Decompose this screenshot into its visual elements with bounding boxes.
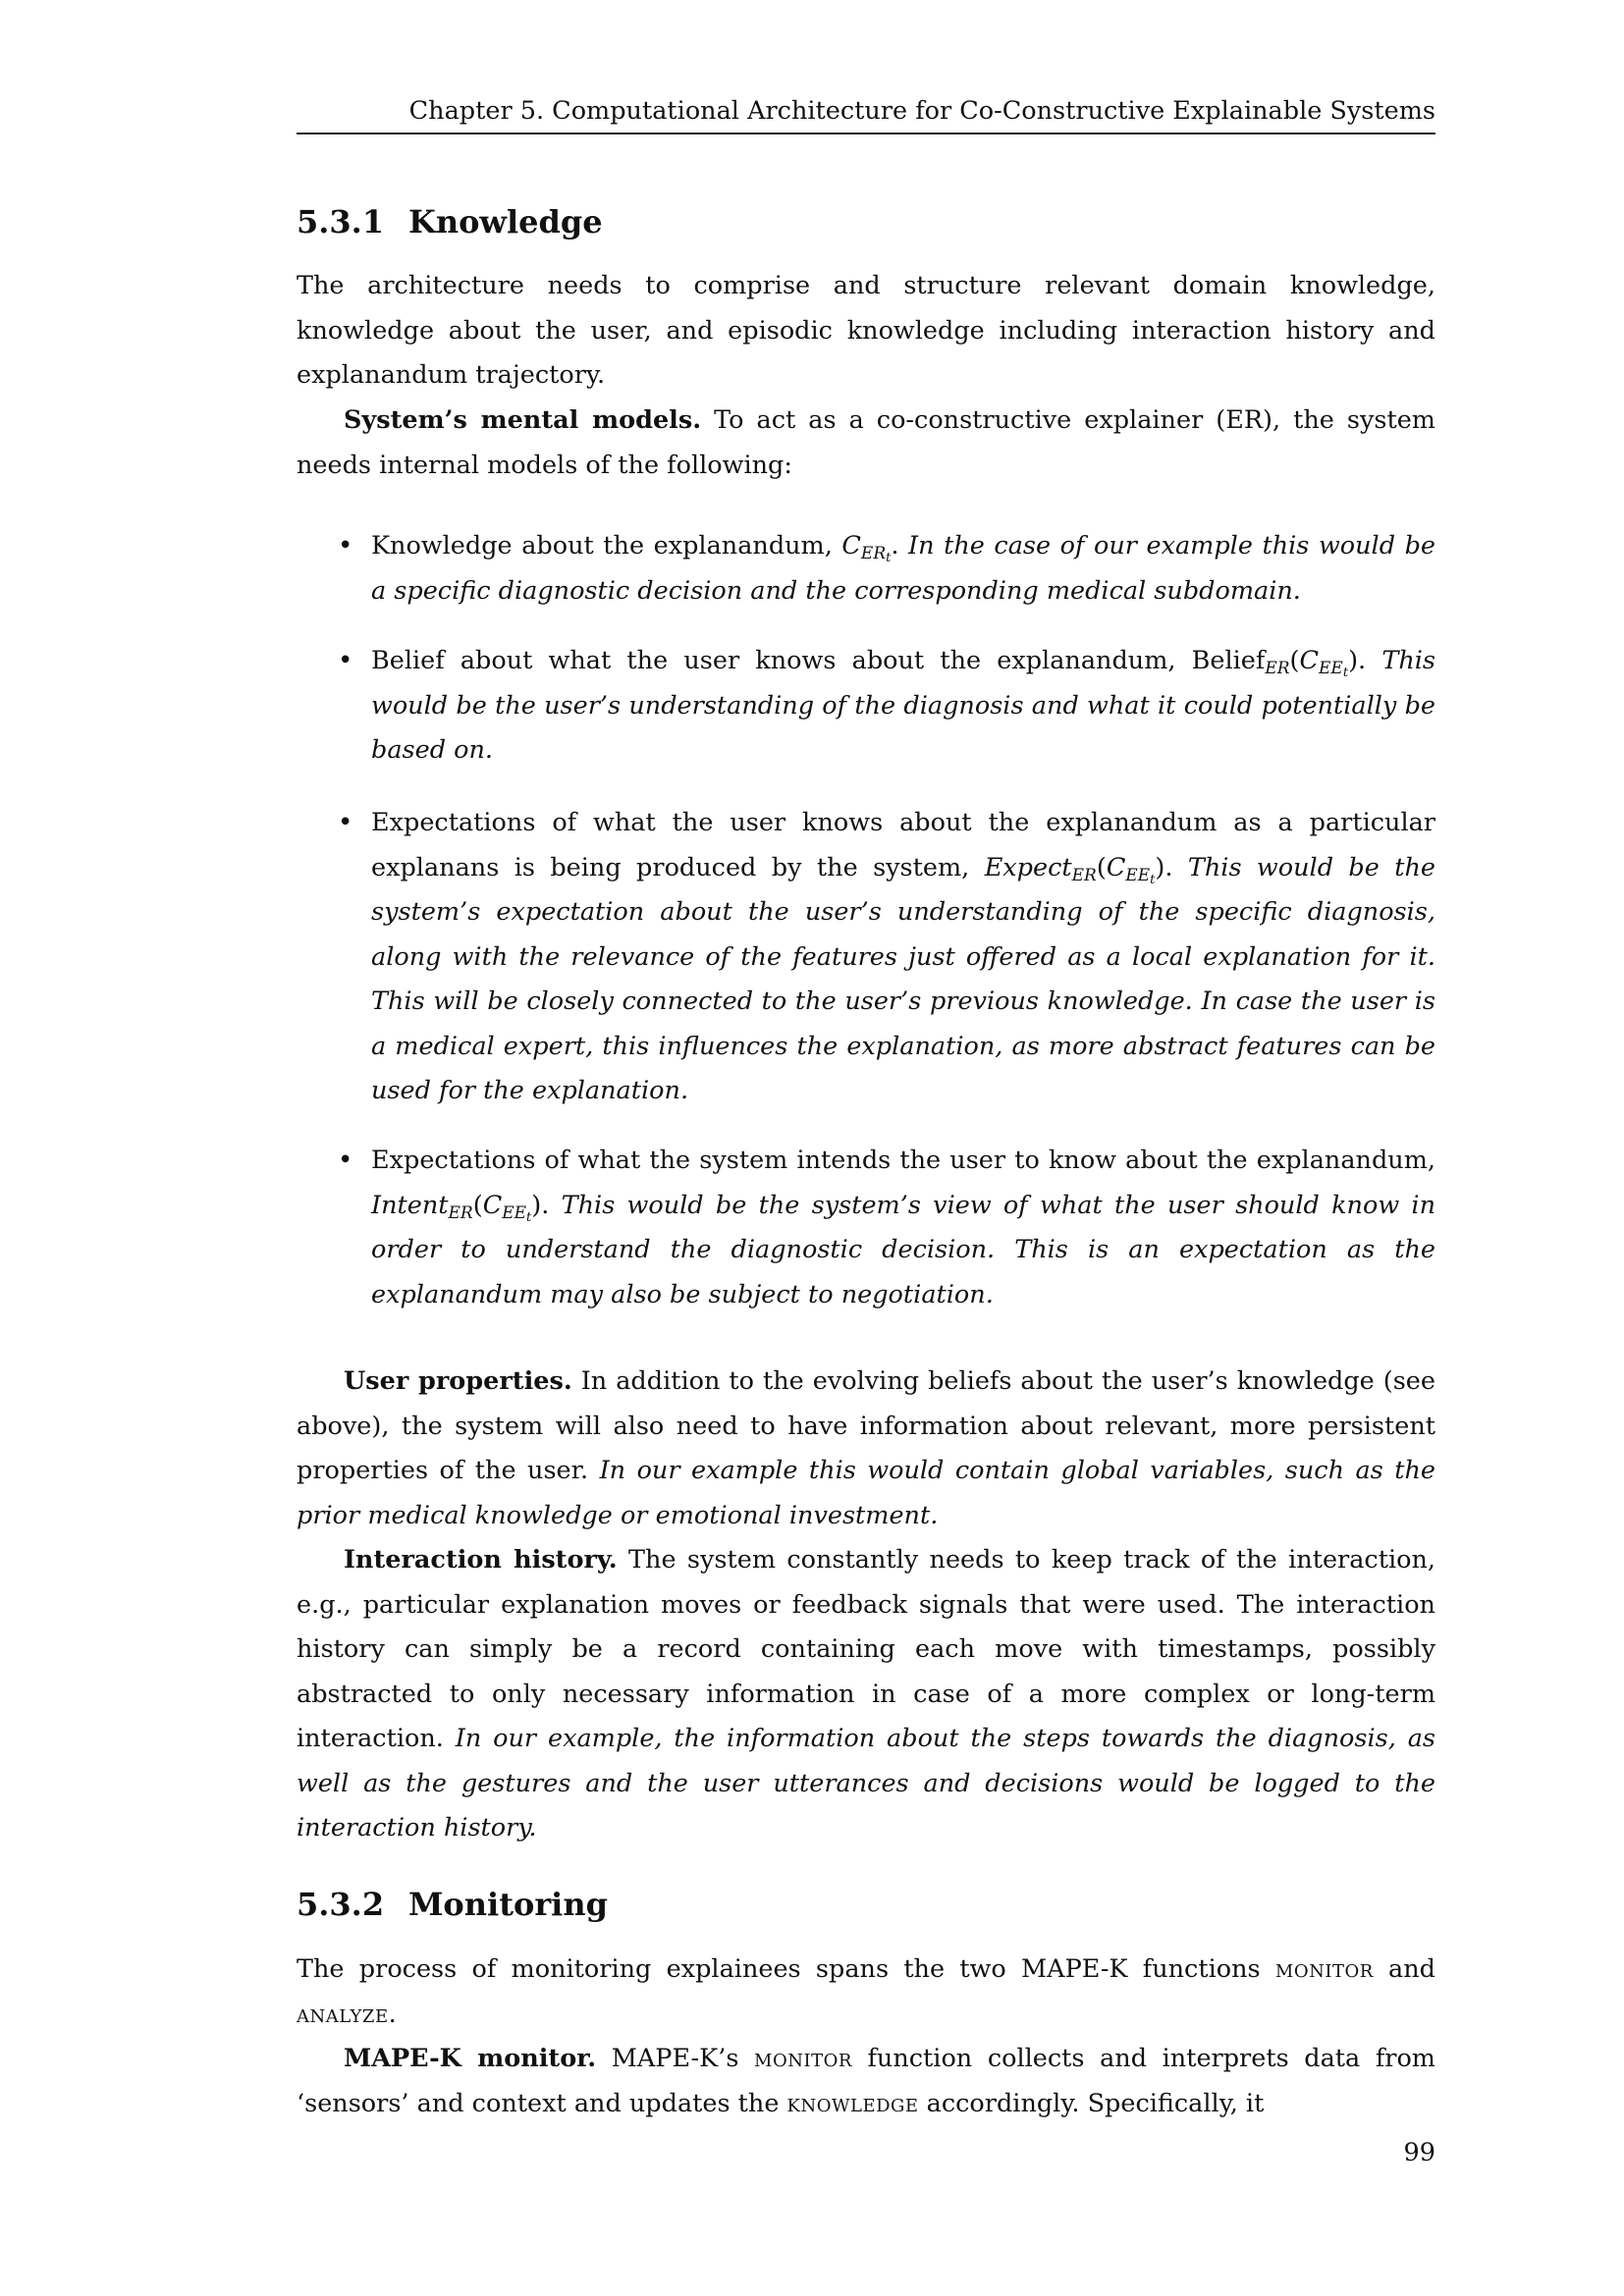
example-text: This would be the system’s expectation about the user’s understanding of the specific diagnosis, along with the relevance of the features just offered as a local explanation for it. This will be closely connected to the user’s previous knowledge. In case the user is a medical expert, this influences the explanation, as more abstract features can be used for the explanation. (371, 852, 1436, 1105)
monitoring-intro-paragraph: The process of monitoring explainees spans the two MAPE-K functions monitor and analyze. (297, 1954, 1435, 2029)
list-item-text: Knowledge about the explanandum, $C_{ER_t}$. In the case of our example this would be a specific diagnostic decision and the corresponding medical subdomain. (371, 531, 1435, 606)
example-text: This would be the user’s understanding of the diagnosis and what it could potentially be based on. (371, 646, 1435, 765)
mapek-monitor-label: MAPE-K monitor. (344, 2044, 597, 2073)
example-text: In our example, the information about the steps towards the diagnosis, as well as the gestures and the user utterances and decisions would be logged to the interaction history. (297, 1724, 1435, 1842)
example-text: In our example this would contain global variables, such as the prior medical knowledge or emotional investment. (297, 1456, 1435, 1530)
list-item-text: Expectations of what the system intends the user to know about the explanandum, $Intent_{ER}(C_{EE_t})$. This would be the system’s view of what the user should know in order to understand the diagnostic decision. This is an expectation as the explanandum may also be subject to negotiation. (371, 1146, 1436, 1309)
math-expression: $Intent_{ER}(C_{EE_t})$ (371, 1190, 542, 1225)
mapek-monitor-paragraph: MAPE-K monitor. MAPE-K’s monitor function collects and interprets data from ‘sensors’ and context and updates the knowledge accordingly. Specifically, it (297, 2044, 1435, 2118)
section-heading-5-3-1 (297, 202, 603, 241)
example-text: This would be the system’s view of what the user should know in order to understand the diagnostic decision. This is an expectation as the explanandum may also be subject to negotiation. (371, 1190, 1436, 1309)
math-expression: $Expect_{ER}(C_{EE_t})$ (984, 852, 1165, 887)
page-number: 99 (1403, 2138, 1435, 2167)
example-text: In the case of our example this would be a specific diagnostic decision and the corresponding medical subdomain. (371, 531, 1435, 606)
list-item-text: Expectations of what the user knows about the explanandum as a particular explanans is being produced by the system, $Expect_{ER}(C_{EE_t})$. This would be the system’s expectation about the user’s understanding of the specific diagnosis, along with the relevance of the features just offered as a local explanation for it. This will be closely connected to the user’s previous knowledge. In case the user is a medical expert, this influences the explanation, as more abstract features can be used for the explanation. (371, 808, 1436, 1105)
mental-models-label: System’s mental models. (344, 405, 702, 435)
mental-models-text: To act as a co-constructive explainer (ER), the system needs internal models of the following: (297, 405, 1435, 480)
knowledge-intro-paragraph: The architecture needs to comprise and structure relevant domain knowledge, knowledge about the user, and episodic knowledge including interaction history and explanandum trajectory. (297, 271, 1435, 390)
section-title: Knowledge (408, 203, 603, 240)
bullet-icon: • (338, 808, 353, 837)
list-item-text: Belief about what the user knows about the explanandum, $Belief_{ER}(C_{EE_t})$. This would be the user’s understanding of the diagnosis and what it could potentially be based on. (371, 646, 1435, 765)
math-expression: $_{ER}(C_{EE_t})$ (1265, 646, 1359, 680)
user-properties-label: User properties. (344, 1366, 572, 1396)
bullet-icon: • (338, 531, 353, 561)
interaction-history-label: Interaction history. (344, 1545, 618, 1575)
bullet-icon: • (338, 1146, 353, 1175)
section-number: 5.3.2 (297, 1886, 385, 1923)
section-heading-5-3-2 (297, 1885, 608, 1924)
bullet-icon: • (338, 646, 353, 675)
section-title: Monitoring (408, 1886, 608, 1923)
header-rule (297, 133, 1435, 134)
mental-models-paragraph (297, 399, 1435, 488)
user-properties-paragraph: User properties. In addition to the evolving beliefs about the user’s knowledge (see above), the system will also need to have information about relevant, more persistent properties of the user. In our example this would contain global variables, such as the prior medical knowledge or emotional investment. (297, 1366, 1435, 1530)
interaction-history-paragraph: Interaction history. The system constantly needs to keep track of the interaction, e.g., particular explanation moves or feedback signals that were used. The interaction history can simply be a record containing each move with timestamps, possibly abstracted to only necessary information in case of a more complex or long-term interaction. In our example, the information about the steps towards the diagnosis, as well as the gestures and the user utterances and decisions would be logged to the interaction history. (297, 1545, 1436, 1842)
math-expression: $C_{ER_t}$ (841, 531, 892, 565)
running-header: Chapter 5. Computational Architecture for Co-Constructive Explainable Systems (408, 96, 1435, 126)
document-page (297, 0, 1435, 2296)
section-number: 5.3.1 (297, 203, 385, 240)
